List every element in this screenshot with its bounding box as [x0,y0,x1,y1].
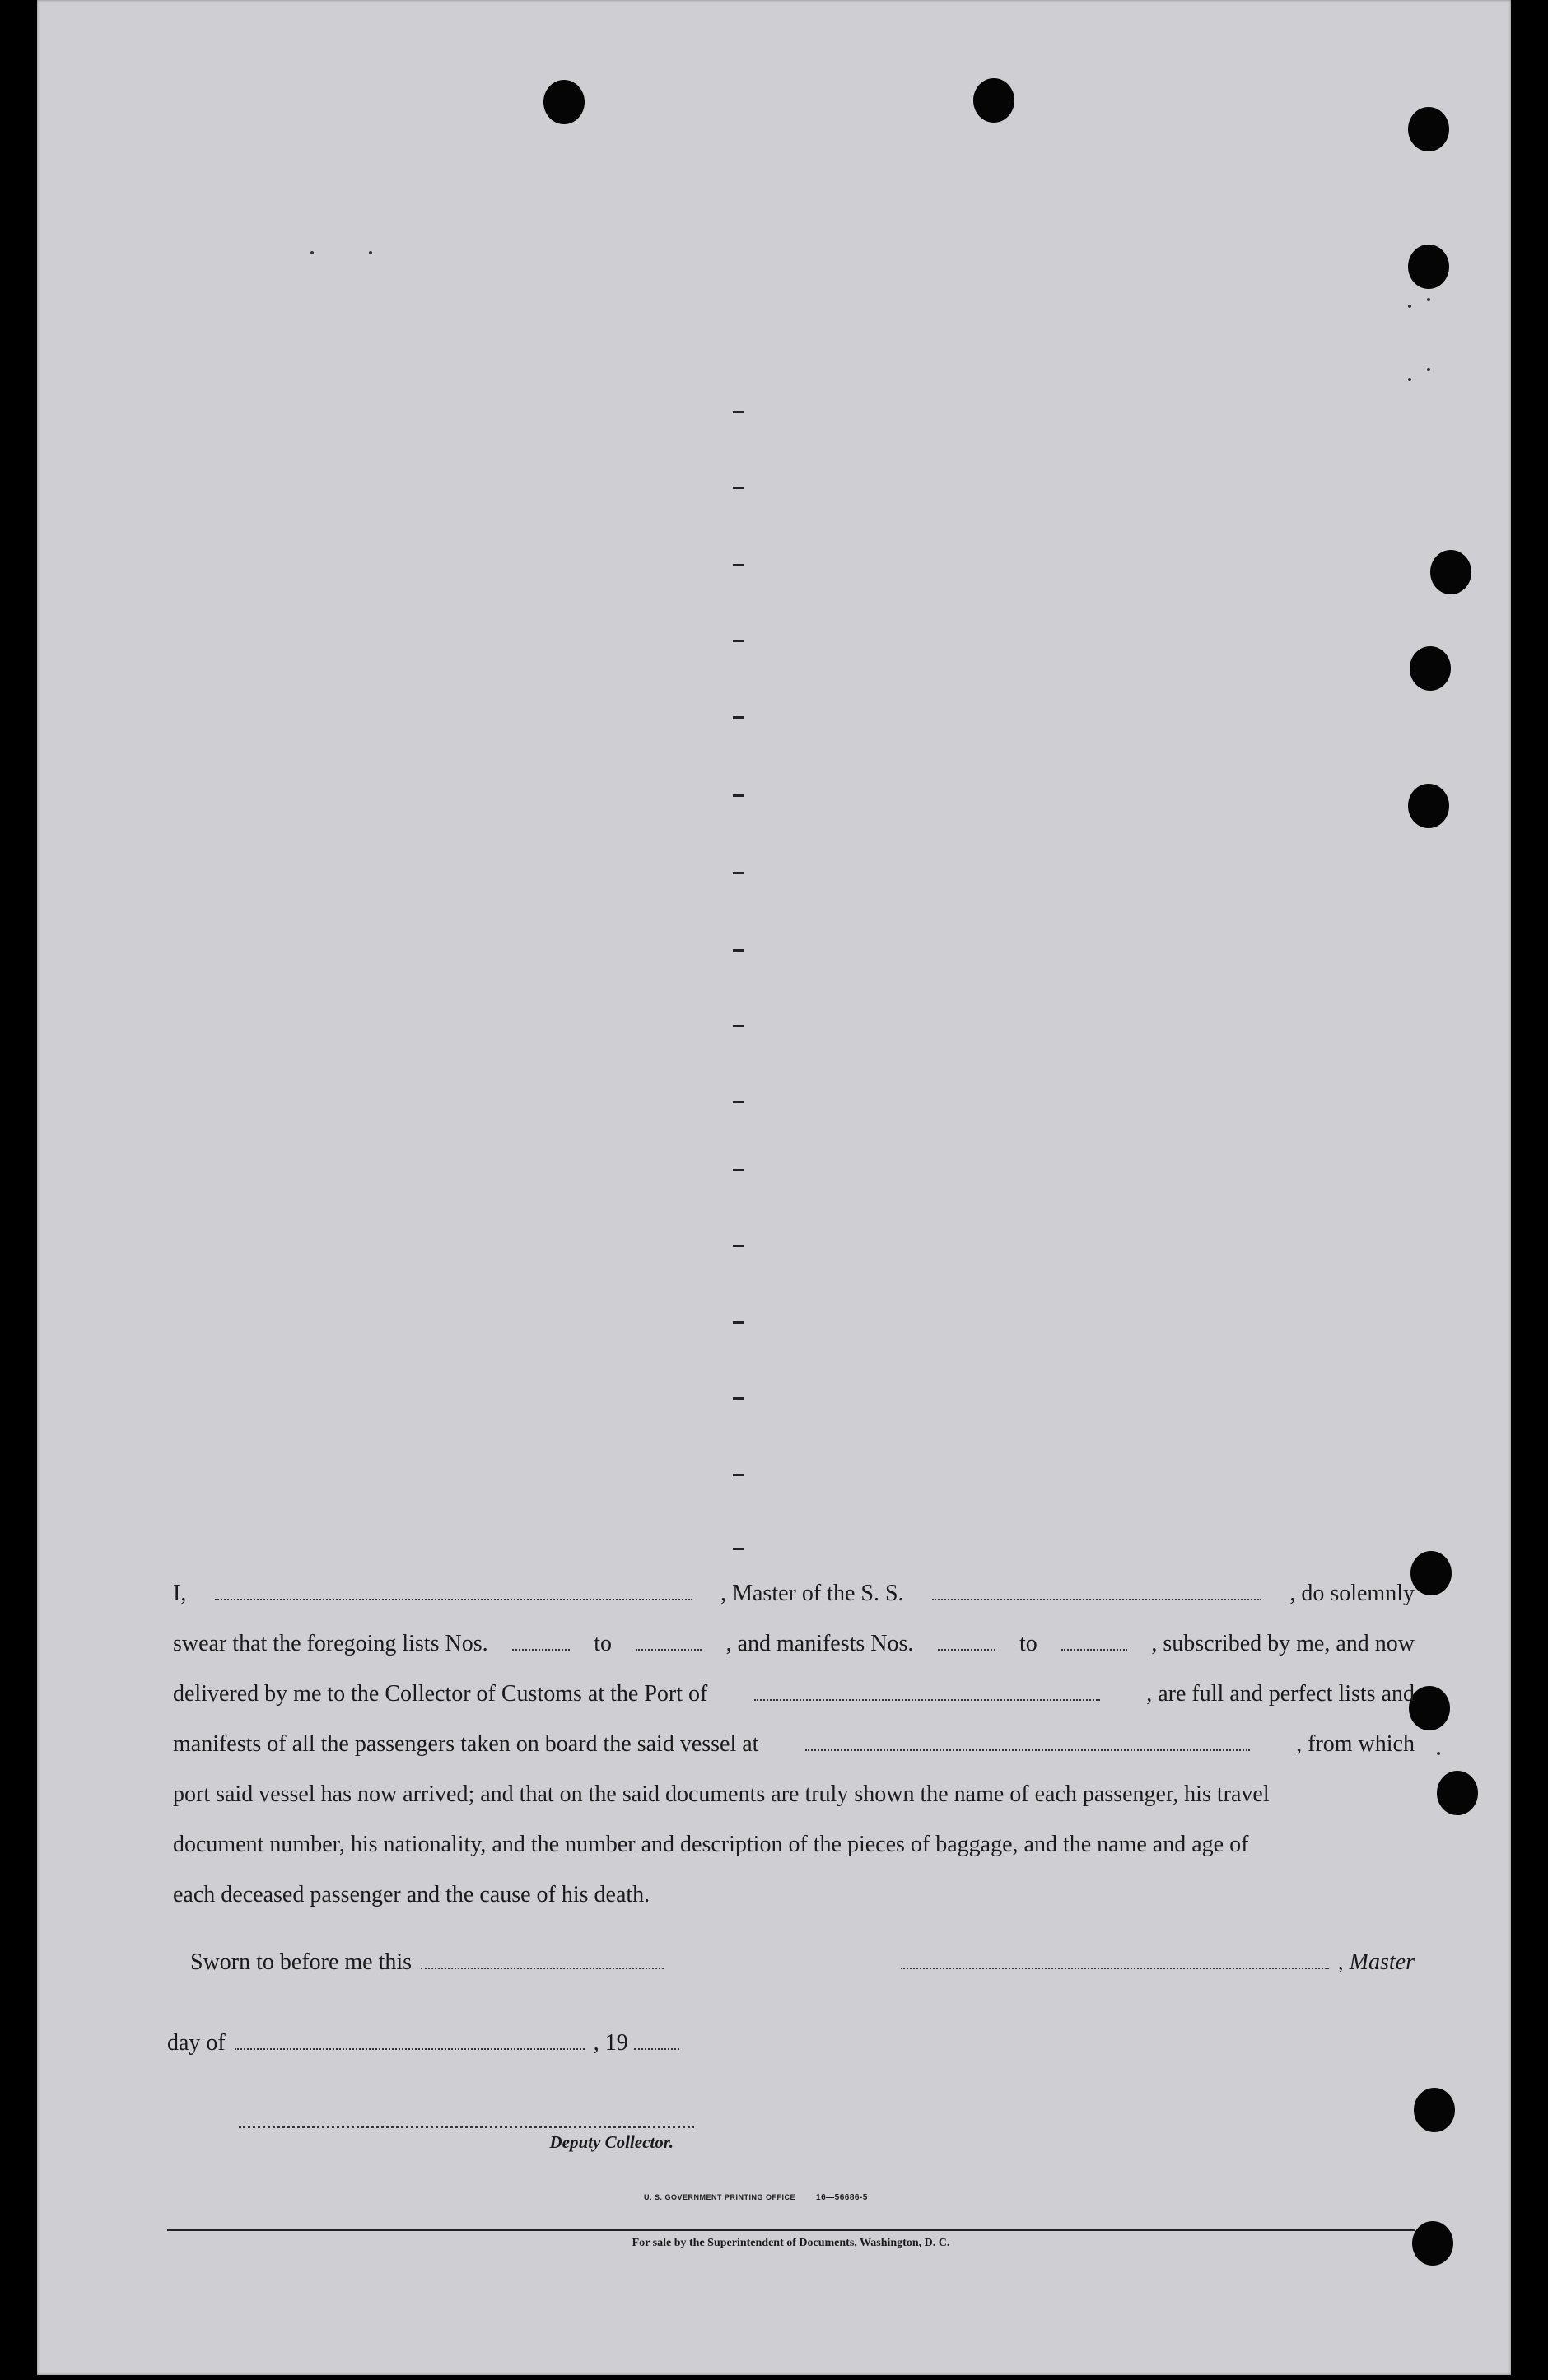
boarding-label: manifests of all the passengers taken on board the said vessel at [173,1731,759,1757]
oath-line-5 [173,1769,1415,1819]
deputy-signature-field[interactable] [239,2126,694,2128]
center-dash [733,487,744,489]
master-signature-field[interactable] [901,1967,1329,1969]
speck [369,251,372,254]
punch-hole-top-center [973,78,1014,123]
master-signature-label: , Master [1337,1949,1415,1975]
solemnly-label: , do solemnly [1289,1581,1415,1606]
center-dash [733,1025,744,1027]
manifests-from-field[interactable] [938,1648,995,1651]
form-code: 16—56686-5 [816,2193,868,2202]
master-signature [898,1949,1415,1976]
sworn-left [190,1949,667,1976]
vessel-name-field[interactable] [932,1598,1261,1600]
oath-line-1 [173,1568,1415,1618]
day-label: day of [167,2030,226,2056]
boarding-port-field[interactable] [805,1749,1250,1751]
center-dash [733,1474,744,1476]
oath-line-2 [173,1618,1415,1669]
center-dash [733,794,744,797]
punch-hole-right-6 [1410,1551,1452,1595]
speck [1427,368,1430,371]
port-field[interactable] [754,1698,1100,1701]
center-dash [733,564,744,566]
manifests-to-field[interactable] [1061,1648,1127,1651]
center-dash [733,411,744,413]
sworn-label: Sworn to before me this [190,1949,413,1975]
punch-hole-right-1 [1408,107,1449,151]
from-which-label: , from which [1296,1731,1415,1757]
punch-hole-top-left [543,80,585,124]
lists-from-field[interactable] [512,1648,570,1651]
center-dash [733,1321,744,1324]
year-label: , 19 [593,2030,628,2056]
form-sheet [37,0,1511,2375]
to-label-1: to [594,1631,612,1656]
punch-hole-right-2 [1408,245,1449,289]
speck [1427,298,1430,301]
lists-to-field[interactable] [636,1648,702,1651]
printing-office-name: U. S. GOVERNMENT PRINTING OFFICE [644,2193,796,2201]
day-row [167,2030,683,2056]
punch-hole-right-7 [1409,1686,1450,1730]
to-label-2: to [1019,1631,1037,1656]
master-name-field[interactable] [215,1598,692,1600]
sworn-date-field[interactable] [421,1967,664,1969]
speck [1437,1752,1440,1755]
center-dash [733,872,744,874]
speck [1408,378,1411,381]
oath-text: document number, his nationality, and the number and description of the pieces of baggage, and the name and age of [173,1832,1249,1857]
port-label: delivered by me to the Collector of Customs at the Port of [173,1681,708,1707]
master-of-label: , Master of the S. S. [720,1581,904,1606]
full-lists-label: , are full and perfect lists and [1146,1681,1415,1707]
speck [1408,305,1411,308]
lists-label: swear that the foregoing lists Nos. [173,1631,488,1656]
year-field[interactable] [634,2047,679,2050]
speck [310,251,314,254]
oath-line-3 [173,1669,1415,1719]
footer-rule [167,2229,1415,2231]
punch-hole-right-10 [1412,2221,1453,2266]
subscribed-label: , subscribed by me, and now [1151,1631,1415,1656]
day-month-field[interactable] [235,2047,585,2050]
oath-line-4 [173,1719,1415,1769]
oath-line-7 [173,1870,1415,1920]
center-dash [733,640,744,642]
oath-text: each deceased passenger and the cause of his death. [173,1882,650,1907]
center-dash [733,949,744,952]
oath-paragraph [173,1568,1415,1920]
deputy-collector-label: Deputy Collector. [549,2132,674,2152]
punch-hole-right-4 [1410,646,1451,691]
punch-hole-right-9 [1414,2088,1455,2132]
center-dash [733,1101,744,1103]
center-dash [733,716,744,719]
punch-hole-right-8 [1437,1771,1478,1815]
oath-text: port said vessel has now arrived; and that on the said documents are truly shown the name of each passenger, his travel [173,1782,1270,1807]
center-dash [733,1245,744,1247]
oath-line-6 [173,1819,1415,1870]
punch-hole-right-5 [1408,784,1449,828]
oath-intro: I, [173,1581,187,1606]
center-dash [733,1548,744,1550]
punch-hole-right-3 [1430,550,1471,594]
manifests-label: , and manifests Nos. [725,1631,914,1656]
printing-office-imprint [644,2193,868,2202]
sale-notice: For sale by the Superintendent of Documents, Washington, D. C. [632,2237,950,2249]
center-dash [733,1397,744,1400]
center-dash [733,1169,744,1171]
